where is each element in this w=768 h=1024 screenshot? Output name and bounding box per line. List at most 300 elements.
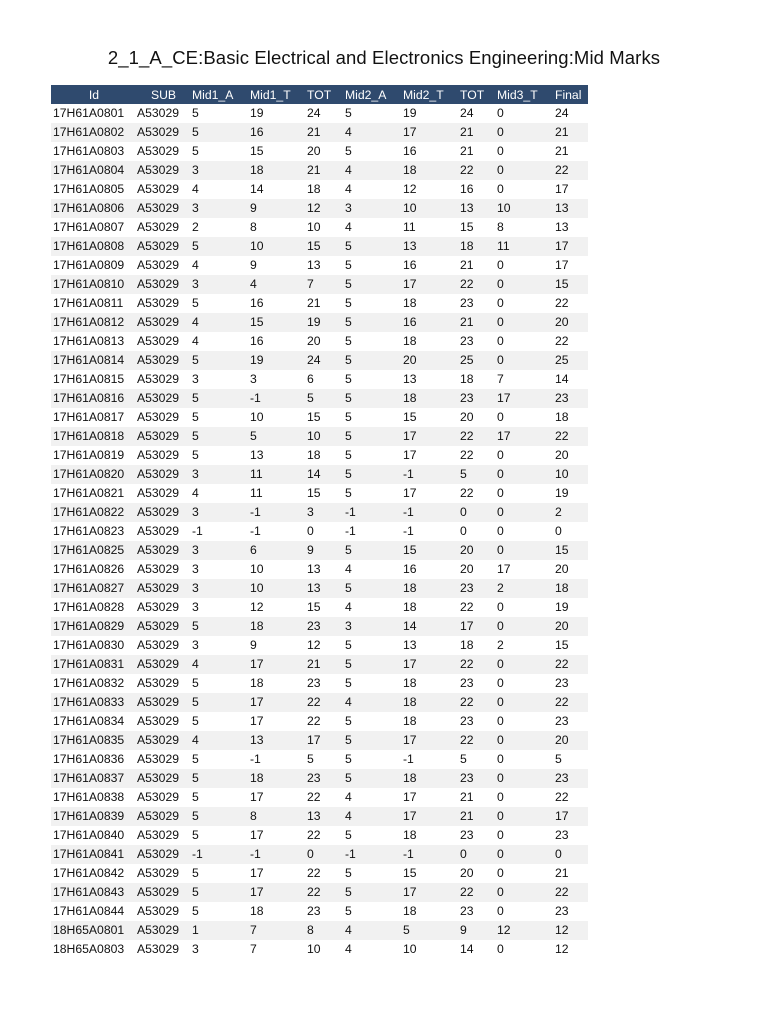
cell-id: 17H61A0823 bbox=[51, 522, 135, 541]
cell-mid3-t: 10 bbox=[495, 199, 553, 218]
cell-sub: A53029 bbox=[135, 902, 190, 921]
cell-mid1-t: 18 bbox=[248, 617, 305, 636]
column-header-tot2: TOT bbox=[458, 85, 495, 104]
cell-mid1-a: 5 bbox=[190, 389, 248, 408]
table-row bbox=[51, 579, 588, 598]
cell-mid3-t: 0 bbox=[495, 693, 553, 712]
table-row bbox=[51, 484, 588, 503]
table-row bbox=[51, 693, 588, 712]
cell-id: 17H61A0825 bbox=[51, 541, 135, 560]
cell-mid2-a: 5 bbox=[343, 826, 401, 845]
cell-final: 23 bbox=[553, 902, 588, 921]
cell-mid2-a: 5 bbox=[343, 294, 401, 313]
cell-tot1: 5 bbox=[305, 389, 343, 408]
cell-final: 13 bbox=[553, 218, 588, 237]
page-title: 2_1_A_CE:Basic Electrical and Electronics Engineering:Mid Marks bbox=[107, 47, 661, 68]
cell-final: 17 bbox=[553, 180, 588, 199]
cell-final: 20 bbox=[553, 731, 588, 750]
cell-tot2: 22 bbox=[458, 161, 495, 180]
cell-tot1: 22 bbox=[305, 693, 343, 712]
cell-mid2-t: 12 bbox=[401, 180, 458, 199]
cell-tot1: 23 bbox=[305, 902, 343, 921]
cell-mid1-t: 6 bbox=[248, 541, 305, 560]
cell-mid3-t: 2 bbox=[495, 636, 553, 655]
cell-mid1-a: 5 bbox=[190, 237, 248, 256]
cell-id: 17H61A0816 bbox=[51, 389, 135, 408]
table-row bbox=[51, 902, 588, 921]
cell-tot1: 15 bbox=[305, 408, 343, 427]
table-row bbox=[51, 636, 588, 655]
cell-mid3-t: 0 bbox=[495, 104, 553, 123]
cell-mid1-t: -1 bbox=[248, 522, 305, 541]
table-row bbox=[51, 731, 588, 750]
cell-mid2-a: 5 bbox=[343, 883, 401, 902]
cell-mid2-t: 13 bbox=[401, 370, 458, 389]
cell-id: 18H65A0803 bbox=[51, 940, 135, 959]
cell-tot1: 10 bbox=[305, 427, 343, 446]
cell-tot2: 21 bbox=[458, 313, 495, 332]
cell-mid2-a: 5 bbox=[343, 465, 401, 484]
cell-mid1-t: 18 bbox=[248, 161, 305, 180]
cell-mid2-a: 4 bbox=[343, 598, 401, 617]
cell-mid3-t: 0 bbox=[495, 446, 553, 465]
cell-id: 17H61A0820 bbox=[51, 465, 135, 484]
cell-tot2: 21 bbox=[458, 256, 495, 275]
cell-tot1: 13 bbox=[305, 807, 343, 826]
table-row bbox=[51, 788, 588, 807]
cell-tot2: 17 bbox=[458, 617, 495, 636]
cell-tot2: 23 bbox=[458, 579, 495, 598]
cell-sub: A53029 bbox=[135, 788, 190, 807]
cell-sub: A53029 bbox=[135, 940, 190, 959]
table-row bbox=[51, 560, 588, 579]
cell-mid1-a: 5 bbox=[190, 826, 248, 845]
cell-mid2-a: 5 bbox=[343, 712, 401, 731]
cell-sub: A53029 bbox=[135, 674, 190, 693]
cell-tot2: 23 bbox=[458, 294, 495, 313]
cell-mid2-a: 4 bbox=[343, 693, 401, 712]
cell-final: 25 bbox=[553, 351, 588, 370]
cell-mid1-t: 17 bbox=[248, 826, 305, 845]
cell-mid2-a: 4 bbox=[343, 940, 401, 959]
cell-mid1-a: 3 bbox=[190, 275, 248, 294]
cell-sub: A53029 bbox=[135, 807, 190, 826]
cell-tot2: 9 bbox=[458, 921, 495, 940]
cell-id: 17H61A0801 bbox=[51, 104, 135, 123]
table-row bbox=[51, 427, 588, 446]
cell-id: 17H61A0813 bbox=[51, 332, 135, 351]
cell-mid3-t: 0 bbox=[495, 541, 553, 560]
cell-mid2-t: 13 bbox=[401, 237, 458, 256]
cell-final: 18 bbox=[553, 579, 588, 598]
cell-mid1-t: 17 bbox=[248, 712, 305, 731]
cell-mid2-t: 18 bbox=[401, 769, 458, 788]
cell-mid2-a: 5 bbox=[343, 370, 401, 389]
table-row bbox=[51, 237, 588, 256]
cell-mid1-a: 5 bbox=[190, 294, 248, 313]
cell-sub: A53029 bbox=[135, 237, 190, 256]
cell-mid1-a: 3 bbox=[190, 541, 248, 560]
cell-mid1-t: 16 bbox=[248, 123, 305, 142]
cell-tot1: 17 bbox=[305, 731, 343, 750]
cell-final: 20 bbox=[553, 313, 588, 332]
cell-mid3-t: 0 bbox=[495, 864, 553, 883]
cell-mid3-t: 11 bbox=[495, 237, 553, 256]
cell-tot1: 24 bbox=[305, 351, 343, 370]
cell-id: 17H61A0818 bbox=[51, 427, 135, 446]
cell-sub: A53029 bbox=[135, 617, 190, 636]
cell-tot2: 23 bbox=[458, 902, 495, 921]
cell-mid1-a: 3 bbox=[190, 636, 248, 655]
cell-mid2-a: 4 bbox=[343, 807, 401, 826]
cell-tot2: 22 bbox=[458, 446, 495, 465]
cell-sub: A53029 bbox=[135, 275, 190, 294]
cell-sub: A53029 bbox=[135, 750, 190, 769]
cell-mid1-a: 4 bbox=[190, 731, 248, 750]
table-row bbox=[51, 370, 588, 389]
table-row bbox=[51, 313, 588, 332]
cell-mid1-t: -1 bbox=[248, 845, 305, 864]
cell-final: 22 bbox=[553, 788, 588, 807]
cell-mid1-a: 3 bbox=[190, 560, 248, 579]
cell-sub: A53029 bbox=[135, 123, 190, 142]
cell-tot2: 21 bbox=[458, 807, 495, 826]
cell-tot1: 23 bbox=[305, 617, 343, 636]
cell-mid3-t: 8 bbox=[495, 218, 553, 237]
table-row bbox=[51, 389, 588, 408]
cell-tot1: 24 bbox=[305, 104, 343, 123]
cell-mid3-t: 17 bbox=[495, 560, 553, 579]
cell-mid2-t: 18 bbox=[401, 902, 458, 921]
cell-tot1: 14 bbox=[305, 465, 343, 484]
cell-mid1-a: 4 bbox=[190, 180, 248, 199]
cell-mid2-t: 20 bbox=[401, 351, 458, 370]
cell-mid2-t: 17 bbox=[401, 427, 458, 446]
cell-final: 23 bbox=[553, 712, 588, 731]
cell-final: 20 bbox=[553, 560, 588, 579]
cell-id: 17H61A0830 bbox=[51, 636, 135, 655]
cell-mid2-t: 17 bbox=[401, 484, 458, 503]
cell-mid2-a: 4 bbox=[343, 161, 401, 180]
cell-sub: A53029 bbox=[135, 332, 190, 351]
column-header-final: Final bbox=[553, 85, 588, 104]
cell-id: 17H61A0804 bbox=[51, 161, 135, 180]
cell-final: 22 bbox=[553, 883, 588, 902]
cell-mid1-t: 16 bbox=[248, 332, 305, 351]
cell-final: 15 bbox=[553, 636, 588, 655]
cell-sub: A53029 bbox=[135, 693, 190, 712]
cell-mid1-t: 18 bbox=[248, 902, 305, 921]
cell-mid2-t: 14 bbox=[401, 617, 458, 636]
cell-mid3-t: 0 bbox=[495, 161, 553, 180]
cell-mid1-t: 17 bbox=[248, 883, 305, 902]
cell-mid2-t: -1 bbox=[401, 465, 458, 484]
cell-tot2: 18 bbox=[458, 636, 495, 655]
cell-final: 21 bbox=[553, 864, 588, 883]
cell-tot2: 22 bbox=[458, 655, 495, 674]
cell-mid2-a: 5 bbox=[343, 427, 401, 446]
table-body bbox=[51, 104, 588, 959]
cell-mid1-t: 9 bbox=[248, 256, 305, 275]
cell-tot1: 21 bbox=[305, 655, 343, 674]
cell-final: 22 bbox=[553, 332, 588, 351]
cell-mid1-t: 17 bbox=[248, 864, 305, 883]
cell-mid1-a: 5 bbox=[190, 123, 248, 142]
table-row bbox=[51, 541, 588, 560]
cell-final: 24 bbox=[553, 104, 588, 123]
cell-id: 18H65A0801 bbox=[51, 921, 135, 940]
column-header-mid2-t: Mid2_T bbox=[401, 85, 458, 104]
cell-tot1: 9 bbox=[305, 541, 343, 560]
cell-tot2: 23 bbox=[458, 769, 495, 788]
cell-mid1-a: 4 bbox=[190, 655, 248, 674]
cell-mid1-a: 3 bbox=[190, 598, 248, 617]
cell-tot2: 21 bbox=[458, 788, 495, 807]
cell-final: 10 bbox=[553, 465, 588, 484]
cell-final: 22 bbox=[553, 693, 588, 712]
table-row bbox=[51, 408, 588, 427]
cell-mid2-a: 4 bbox=[343, 921, 401, 940]
cell-mid1-t: 10 bbox=[248, 237, 305, 256]
cell-final: 13 bbox=[553, 199, 588, 218]
cell-mid1-t: 15 bbox=[248, 313, 305, 332]
cell-tot2: 24 bbox=[458, 104, 495, 123]
cell-mid1-t: 8 bbox=[248, 807, 305, 826]
cell-mid1-t: 13 bbox=[248, 731, 305, 750]
cell-tot2: 23 bbox=[458, 332, 495, 351]
cell-id: 17H61A0805 bbox=[51, 180, 135, 199]
cell-sub: A53029 bbox=[135, 769, 190, 788]
cell-tot2: 0 bbox=[458, 503, 495, 522]
cell-tot2: 0 bbox=[458, 845, 495, 864]
cell-id: 17H61A0837 bbox=[51, 769, 135, 788]
cell-mid1-a: 5 bbox=[190, 712, 248, 731]
cell-mid2-t: 17 bbox=[401, 655, 458, 674]
cell-tot1: 21 bbox=[305, 294, 343, 313]
cell-mid1-a: 5 bbox=[190, 142, 248, 161]
cell-final: 17 bbox=[553, 256, 588, 275]
cell-final: 5 bbox=[553, 750, 588, 769]
cell-mid2-t: 16 bbox=[401, 256, 458, 275]
cell-id: 17H61A0835 bbox=[51, 731, 135, 750]
cell-final: 23 bbox=[553, 389, 588, 408]
cell-mid2-t: 19 bbox=[401, 104, 458, 123]
cell-final: 15 bbox=[553, 541, 588, 560]
cell-tot2: 25 bbox=[458, 351, 495, 370]
cell-mid2-t: 10 bbox=[401, 940, 458, 959]
cell-tot1: 22 bbox=[305, 712, 343, 731]
cell-mid3-t: 7 bbox=[495, 370, 553, 389]
cell-sub: A53029 bbox=[135, 579, 190, 598]
cell-mid1-a: 5 bbox=[190, 788, 248, 807]
table-row bbox=[51, 864, 588, 883]
table-row bbox=[51, 826, 588, 845]
cell-final: 17 bbox=[553, 237, 588, 256]
table-row bbox=[51, 522, 588, 541]
cell-mid2-a: -1 bbox=[343, 503, 401, 522]
cell-id: 17H61A0807 bbox=[51, 218, 135, 237]
cell-mid2-a: -1 bbox=[343, 522, 401, 541]
column-header-mid3-t: Mid3_T bbox=[495, 85, 553, 104]
cell-mid1-t: 16 bbox=[248, 294, 305, 313]
cell-mid2-t: 18 bbox=[401, 826, 458, 845]
cell-tot1: 6 bbox=[305, 370, 343, 389]
cell-id: 17H61A0840 bbox=[51, 826, 135, 845]
cell-mid1-t: 9 bbox=[248, 636, 305, 655]
cell-mid3-t: 0 bbox=[495, 313, 553, 332]
cell-final: 21 bbox=[553, 123, 588, 142]
cell-mid2-t: -1 bbox=[401, 845, 458, 864]
cell-id: 17H61A0819 bbox=[51, 446, 135, 465]
cell-sub: A53029 bbox=[135, 161, 190, 180]
cell-mid3-t: 0 bbox=[495, 617, 553, 636]
cell-id: 17H61A0831 bbox=[51, 655, 135, 674]
cell-sub: A53029 bbox=[135, 522, 190, 541]
cell-mid2-a: 5 bbox=[343, 142, 401, 161]
cell-sub: A53029 bbox=[135, 883, 190, 902]
cell-mid1-a: -1 bbox=[190, 522, 248, 541]
cell-mid1-t: 12 bbox=[248, 598, 305, 617]
cell-final: 22 bbox=[553, 427, 588, 446]
column-header-mid1-t: Mid1_T bbox=[248, 85, 305, 104]
cell-final: 17 bbox=[553, 807, 588, 826]
marks-table bbox=[51, 85, 588, 959]
cell-tot1: 15 bbox=[305, 237, 343, 256]
cell-sub: A53029 bbox=[135, 560, 190, 579]
cell-final: 22 bbox=[553, 655, 588, 674]
cell-tot2: 20 bbox=[458, 408, 495, 427]
cell-mid3-t: 0 bbox=[495, 598, 553, 617]
cell-tot1: 19 bbox=[305, 313, 343, 332]
cell-mid2-t: 15 bbox=[401, 541, 458, 560]
cell-mid3-t: 0 bbox=[495, 769, 553, 788]
cell-id: 17H61A0829 bbox=[51, 617, 135, 636]
cell-mid2-a: 5 bbox=[343, 237, 401, 256]
cell-mid1-a: 3 bbox=[190, 940, 248, 959]
cell-mid2-a: 5 bbox=[343, 541, 401, 560]
table-header-row bbox=[51, 85, 588, 104]
cell-mid2-a: 5 bbox=[343, 636, 401, 655]
cell-mid1-t: 11 bbox=[248, 465, 305, 484]
cell-mid2-a: 5 bbox=[343, 769, 401, 788]
cell-tot2: 22 bbox=[458, 427, 495, 446]
cell-mid1-t: 19 bbox=[248, 104, 305, 123]
table-row bbox=[51, 617, 588, 636]
cell-tot2: 21 bbox=[458, 142, 495, 161]
cell-final: 20 bbox=[553, 617, 588, 636]
cell-mid2-a: 4 bbox=[343, 788, 401, 807]
table-row bbox=[51, 674, 588, 693]
cell-final: 20 bbox=[553, 446, 588, 465]
cell-tot2: 20 bbox=[458, 541, 495, 560]
cell-mid3-t: 0 bbox=[495, 294, 553, 313]
table-row bbox=[51, 883, 588, 902]
cell-mid2-a: 5 bbox=[343, 313, 401, 332]
table-row bbox=[51, 845, 588, 864]
cell-tot1: 21 bbox=[305, 123, 343, 142]
cell-id: 17H61A0809 bbox=[51, 256, 135, 275]
cell-mid2-a: 5 bbox=[343, 902, 401, 921]
cell-mid1-a: 3 bbox=[190, 199, 248, 218]
column-header-mid2-a: Mid2_A bbox=[343, 85, 401, 104]
cell-tot2: 0 bbox=[458, 522, 495, 541]
table-row bbox=[51, 256, 588, 275]
cell-mid2-a: 5 bbox=[343, 408, 401, 427]
cell-id: 17H61A0814 bbox=[51, 351, 135, 370]
cell-tot1: 13 bbox=[305, 256, 343, 275]
cell-mid1-t: 18 bbox=[248, 674, 305, 693]
cell-id: 17H61A0838 bbox=[51, 788, 135, 807]
column-header-id: Id bbox=[51, 85, 135, 104]
cell-mid3-t: 0 bbox=[495, 503, 553, 522]
cell-tot2: 22 bbox=[458, 275, 495, 294]
cell-mid1-a: 5 bbox=[190, 807, 248, 826]
cell-tot2: 23 bbox=[458, 826, 495, 845]
cell-mid1-t: 13 bbox=[248, 446, 305, 465]
cell-final: 23 bbox=[553, 674, 588, 693]
cell-id: 17H61A0803 bbox=[51, 142, 135, 161]
cell-sub: A53029 bbox=[135, 655, 190, 674]
cell-mid1-a: 4 bbox=[190, 332, 248, 351]
cell-final: 23 bbox=[553, 769, 588, 788]
cell-tot1: 8 bbox=[305, 921, 343, 940]
cell-mid2-a: 5 bbox=[343, 674, 401, 693]
cell-tot2: 22 bbox=[458, 693, 495, 712]
cell-sub: A53029 bbox=[135, 351, 190, 370]
cell-sub: A53029 bbox=[135, 845, 190, 864]
cell-tot2: 21 bbox=[458, 123, 495, 142]
cell-mid1-a: 5 bbox=[190, 446, 248, 465]
cell-sub: A53029 bbox=[135, 408, 190, 427]
cell-mid3-t: 0 bbox=[495, 902, 553, 921]
cell-tot1: 3 bbox=[305, 503, 343, 522]
cell-mid1-a: 5 bbox=[190, 351, 248, 370]
cell-mid1-a: 5 bbox=[190, 617, 248, 636]
cell-tot1: 23 bbox=[305, 769, 343, 788]
cell-mid2-t: 16 bbox=[401, 560, 458, 579]
cell-mid1-a: 5 bbox=[190, 104, 248, 123]
cell-mid1-t: -1 bbox=[248, 503, 305, 522]
cell-sub: A53029 bbox=[135, 636, 190, 655]
cell-tot1: 15 bbox=[305, 484, 343, 503]
column-header-mid1-a: Mid1_A bbox=[190, 85, 248, 104]
cell-mid1-a: 2 bbox=[190, 218, 248, 237]
cell-final: 23 bbox=[553, 826, 588, 845]
cell-mid2-a: 5 bbox=[343, 389, 401, 408]
cell-id: 17H61A0832 bbox=[51, 674, 135, 693]
cell-tot2: 18 bbox=[458, 237, 495, 256]
cell-sub: A53029 bbox=[135, 142, 190, 161]
column-header-tot1: TOT bbox=[305, 85, 343, 104]
cell-mid3-t: 0 bbox=[495, 522, 553, 541]
cell-id: 17H61A0827 bbox=[51, 579, 135, 598]
table-row bbox=[51, 465, 588, 484]
cell-tot1: 22 bbox=[305, 788, 343, 807]
cell-sub: A53029 bbox=[135, 731, 190, 750]
cell-mid3-t: 17 bbox=[495, 389, 553, 408]
table-row bbox=[51, 655, 588, 674]
cell-tot2: 15 bbox=[458, 218, 495, 237]
cell-tot2: 5 bbox=[458, 465, 495, 484]
cell-mid1-t: 17 bbox=[248, 655, 305, 674]
cell-tot1: 7 bbox=[305, 275, 343, 294]
cell-mid1-t: 7 bbox=[248, 921, 305, 940]
cell-mid1-a: 5 bbox=[190, 750, 248, 769]
cell-mid1-a: 3 bbox=[190, 370, 248, 389]
cell-tot1: 10 bbox=[305, 940, 343, 959]
cell-mid1-a: 5 bbox=[190, 427, 248, 446]
cell-sub: A53029 bbox=[135, 389, 190, 408]
